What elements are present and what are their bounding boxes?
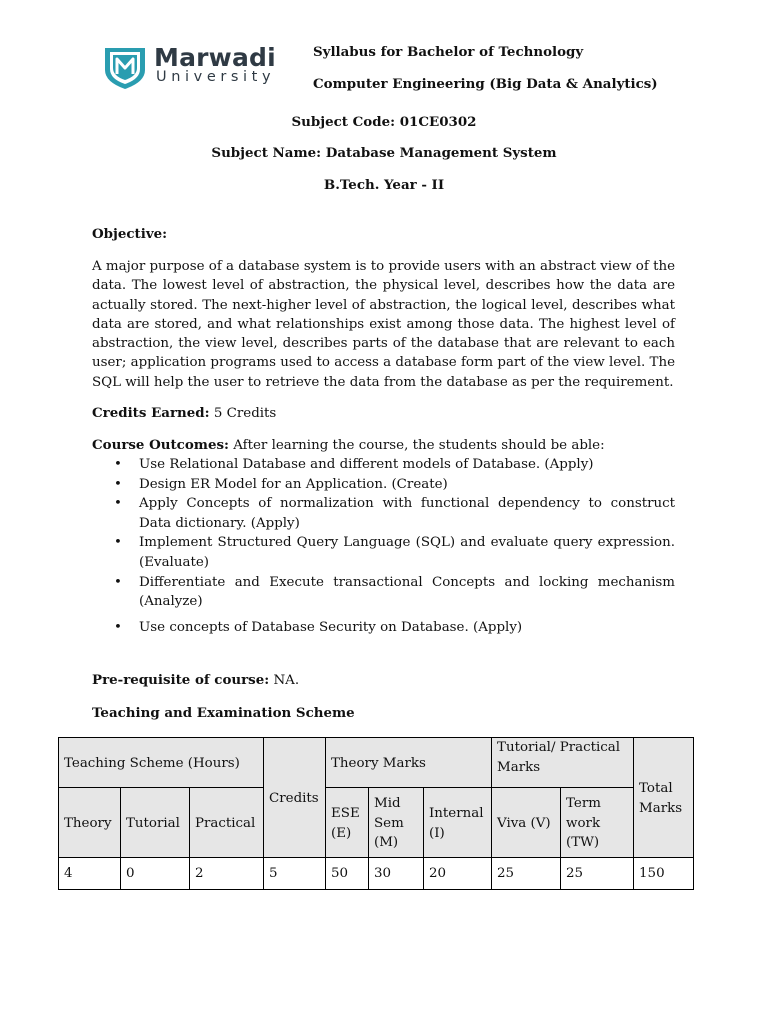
course-outcomes-list bbox=[92, 455, 675, 637]
year-label: B.Tech. Year - II bbox=[323, 177, 445, 193]
list-item: • Implement Structured Query Language (SQL) and evaluate query expression. (Evaluate) bbox=[114, 535, 675, 570]
list-item: • Design ER Model for an Application. (Create) bbox=[92, 475, 675, 495]
logo-title: Marwadi bbox=[154, 43, 276, 72]
course-outcomes-label: Course Outcomes: bbox=[92, 437, 229, 453]
table-cell-total: 150 bbox=[634, 858, 694, 890]
table-header-mid-sem: Mid Sem (M) bbox=[369, 788, 424, 858]
bullet-icon: • bbox=[114, 535, 122, 551]
table-cell-practical: 2 bbox=[190, 858, 264, 890]
university-logo bbox=[102, 44, 292, 92]
table-header-ese: ESE (E) bbox=[326, 788, 369, 858]
subject-name: Subject Name: Database Management System bbox=[211, 145, 557, 161]
scheme-heading: Teaching and Examination Scheme bbox=[92, 705, 355, 721]
objective-text: A major purpose of a database system is to provide users with an abstract view of the data. The lowest level of abstraction, the physical level, describes how the data are actually stored. The next-higher level of abstraction, the logical level, describes what data are stored, and what relationships exist among those data. The highest level of abstraction, the view level, describes parts of the database that are relevant to each user; application programs used to access a database form part of the view level. The SQL will help the user to retrieve the data from the database as per the requirement. bbox=[92, 259, 675, 390]
table-header-tutorial: Tutorial bbox=[121, 788, 190, 858]
list-item: • Differentiate and Execute transactional Concepts and locking mechanism (Analyze) bbox=[114, 574, 675, 610]
shield-logo-icon bbox=[102, 44, 148, 90]
bullet-icon: • bbox=[114, 457, 122, 472]
bullet-icon: • bbox=[114, 476, 122, 492]
table-header-internal: Internal (I) bbox=[424, 788, 492, 858]
bullet-icon: • bbox=[114, 619, 122, 635]
bullet-icon: • bbox=[114, 496, 122, 512]
logo-subtitle: University bbox=[156, 69, 276, 85]
table-cell-theory: 4 bbox=[59, 858, 121, 890]
table-header-practical: Practical bbox=[190, 788, 264, 858]
prerequisite-label: Pre-requisite of course: bbox=[92, 672, 270, 688]
table-header-credits: Credits bbox=[264, 738, 326, 858]
table-header-tutorial-practical-marks: Tutorial/ Practical Marks bbox=[492, 738, 634, 788]
list-item: • Apply Concepts of normalization with functional dependency to construct Data dictionary. (Apply) bbox=[114, 496, 675, 531]
table-cell-internal: 20 bbox=[424, 858, 492, 890]
bullet-icon: • bbox=[114, 574, 122, 590]
table-header-theory: Theory bbox=[59, 788, 121, 858]
program-title: Computer Engineering (Big Data & Analytics) bbox=[313, 76, 658, 92]
objective-heading: Objective: bbox=[92, 226, 168, 242]
prerequisite bbox=[92, 672, 299, 688]
credits-earned bbox=[92, 405, 276, 421]
table-cell-ese: 50 bbox=[326, 858, 369, 890]
table-cell-credits: 5 bbox=[264, 858, 326, 890]
table-header-viva: Viva (V) bbox=[492, 788, 561, 858]
table-header-total-marks: Total Marks bbox=[634, 738, 694, 858]
list-item: • Use concepts of Database Security on Database. (Apply) bbox=[92, 618, 675, 638]
table-cell-mid-sem: 30 bbox=[369, 858, 424, 890]
credits-value: 5 Credits bbox=[213, 406, 277, 421]
teaching-exam-scheme-table bbox=[58, 737, 694, 890]
table-header-teaching-scheme: Teaching Scheme (Hours) bbox=[59, 738, 264, 788]
table-header-theory-marks: Theory Marks bbox=[326, 738, 492, 788]
syllabus-title: Syllabus for Bachelor of Technology bbox=[313, 44, 584, 60]
table-cell-viva: 25 bbox=[492, 858, 561, 890]
credits-label: Credits Earned: bbox=[92, 405, 210, 421]
table-cell-term-work: 25 bbox=[561, 858, 634, 890]
list-item: • Use Relational Database and different models of Database. (Apply) bbox=[92, 455, 675, 475]
table-cell-tutorial: 0 bbox=[121, 858, 190, 890]
subject-code: Subject Code: 01CE0302 bbox=[291, 114, 477, 130]
course-outcomes-text: After learning the course, the students should be able: bbox=[233, 438, 605, 453]
prerequisite-value: NA. bbox=[273, 673, 300, 688]
table-header-term-work: Term work (TW) bbox=[561, 788, 634, 858]
course-outcomes-intro bbox=[92, 437, 605, 453]
